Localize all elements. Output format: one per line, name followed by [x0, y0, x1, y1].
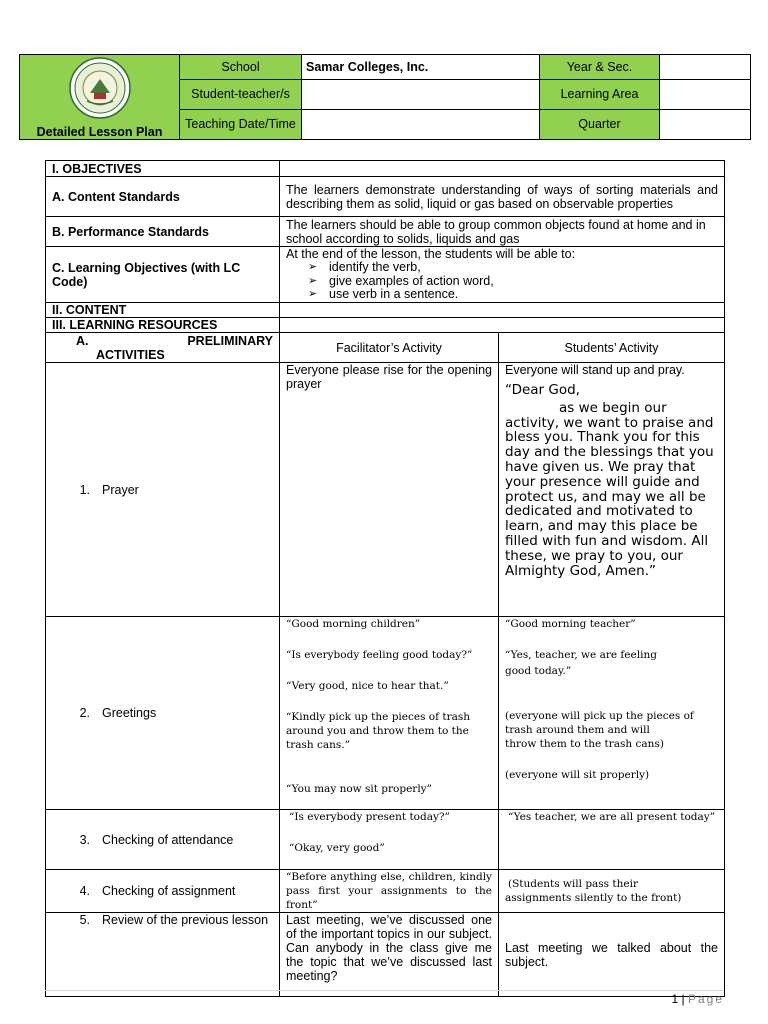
learning-objective-item: ➢ give examples of action word,: [308, 275, 718, 289]
review-facilitator: Last meeting, we’ve discussed one of the important topics in our subject. Can anybody in the class give me the topic that we’ve discussed last meeting?: [280, 913, 499, 997]
learning-area-value[interactable]: [660, 79, 751, 109]
attendance-facilitator-cell: [280, 810, 499, 870]
greetings-student-line: throw them to the trash cans): [505, 738, 664, 750]
document-title: Detailed Lesson Plan: [36, 125, 163, 139]
assignment-student-line: (Students will pass their: [508, 878, 638, 890]
facilitator-activity-header: Facilitator’s Activity: [280, 333, 499, 363]
year-sec-label: Year & Sec.: [540, 55, 660, 80]
content-heading: II. CONTENT: [46, 303, 280, 318]
page-footer: [671, 992, 724, 1006]
greetings-student-line: (everyone will sit properly): [505, 769, 650, 781]
greetings-number: 2.: [79, 706, 90, 720]
content-standards-label: A. Content Standards: [46, 177, 280, 217]
learning-area-label: Learning Area: [540, 79, 660, 109]
performance-standards-label: B. Performance Standards: [46, 217, 280, 247]
greetings-student-line: “Yes, teacher, we are feeling: [505, 649, 657, 661]
page-label: Page: [687, 992, 724, 1006]
teaching-datetime-value[interactable]: [302, 109, 540, 139]
prayer-facilitator: Everyone please rise for the opening prayer: [280, 363, 499, 617]
preliminary-activities-heading: A. PRELIMINARY ACTIVITIES: [46, 333, 280, 363]
header-table: [19, 54, 751, 140]
assignment-students-cell: [499, 870, 725, 913]
quarter-value[interactable]: [660, 109, 751, 139]
greetings-facilitator-line: “Good morning children”: [286, 618, 421, 630]
greetings-facilitator-line: “Kindly pick up the pieces of trash around you and throw them to the trash cans.”: [286, 711, 471, 751]
assignment-label-cell: [46, 870, 280, 913]
review-number: 5.: [79, 913, 90, 927]
assignment-number: 4.: [79, 884, 90, 898]
attendance-number: 3.: [79, 832, 90, 847]
greetings-facilitator-line: “You may now sit properly”: [286, 783, 432, 795]
school-label: School: [180, 55, 302, 80]
greetings-label-cell: [46, 617, 280, 810]
greetings-students-cell: [499, 617, 725, 810]
college-seal-logo: [67, 57, 133, 119]
footer-divider: [45, 990, 724, 991]
review-label: Review of the previous lesson: [102, 913, 269, 927]
student-teacher-value[interactable]: [302, 79, 540, 109]
year-sec-value[interactable]: [660, 55, 751, 80]
learning-objectives-label: C. Learning Objectives (with LC Code): [46, 247, 280, 303]
attendance-student-line: “Yes teacher, we are all present today”: [508, 811, 716, 823]
learning-objective-item: ➢ identify the verb,: [308, 261, 718, 275]
learning-objectives-cell: [280, 247, 725, 303]
page-number: 1: [671, 992, 679, 1006]
quarter-label: Quarter: [540, 109, 660, 139]
student-teacher-label: Student-teacher/s: [180, 79, 302, 109]
prayer-label-cell: [46, 363, 280, 617]
review-label-cell: [46, 913, 280, 997]
greetings-facilitator-line: “Very good, nice to hear that.”: [286, 680, 449, 692]
lesson-plan-table: [45, 160, 725, 997]
greetings-facilitator-cell: [280, 617, 499, 810]
logo-cell: [20, 55, 180, 140]
students-activity-header: Students’ Activity: [499, 333, 725, 363]
page-separator: |: [681, 992, 685, 1006]
teaching-datetime-label: Teaching Date/Time: [180, 109, 302, 139]
resources-heading: III. LEARNING RESOURCES: [46, 318, 280, 333]
prayer-number: 1.: [79, 482, 90, 497]
objectives-heading: I. OBJECTIVES: [46, 161, 280, 177]
learning-objectives-intro: At the end of the lesson, the students will be able to:: [286, 247, 576, 262]
prayer-students-cell: [499, 363, 725, 617]
attendance-students-cell: [499, 810, 725, 870]
greetings-facilitator-line: “Is everybody feeling good today?”: [286, 649, 473, 661]
prayer-students-intro: Everyone will stand up and pray.: [505, 363, 685, 377]
prayer-label: Prayer: [102, 482, 139, 497]
greetings-student-line: (everyone will pick up the pieces of trash around them and will: [505, 710, 694, 736]
attendance-label-cell: [46, 810, 280, 870]
prayer-text-opening: “Dear God,: [505, 382, 580, 398]
assignment-student-line: assignments silently to the front): [505, 892, 682, 904]
attendance-facilitator-line: “Is everybody present today?”: [289, 811, 450, 823]
assignment-label: Checking of assignment: [102, 884, 236, 898]
learning-objective-item: ➢ use verb in a sentence.: [308, 288, 718, 302]
assignment-facilitator: “Before anything else, children, kindly pass first your assignments to the front”: [280, 870, 499, 913]
review-students: Last meeting we talked about the subject.: [499, 913, 725, 997]
greetings-label: Greetings: [102, 706, 157, 720]
greetings-student-line: “Good morning teacher”: [505, 618, 636, 630]
greetings-student-line: good today.”: [505, 665, 572, 677]
learning-objectives-list: [286, 261, 718, 302]
performance-standards-text: The learners should be able to group common objects found at home and in school according to solids, liquids and gas: [280, 217, 725, 247]
content-standards-text: The learners demonstrate understanding of ways of sorting materials and describing them as solid, liquid or gas based on observable properties: [280, 177, 725, 217]
attendance-label: Checking of attendance: [102, 832, 234, 847]
attendance-facilitator-line: “Okay, very good”: [289, 842, 385, 854]
prayer-text-body: as we begin our activity, we want to praise and bless you. Thank you for this day and the blessings that you have given us. We pray that your presence will guide and protect us, and may we all be dedicated and motivated to learn, and may this place be filled with fun and wisdom. All these, we pray to you, our Almighty God, Amen.”: [505, 399, 714, 579]
school-value: Samar Colleges, Inc.: [302, 55, 540, 80]
